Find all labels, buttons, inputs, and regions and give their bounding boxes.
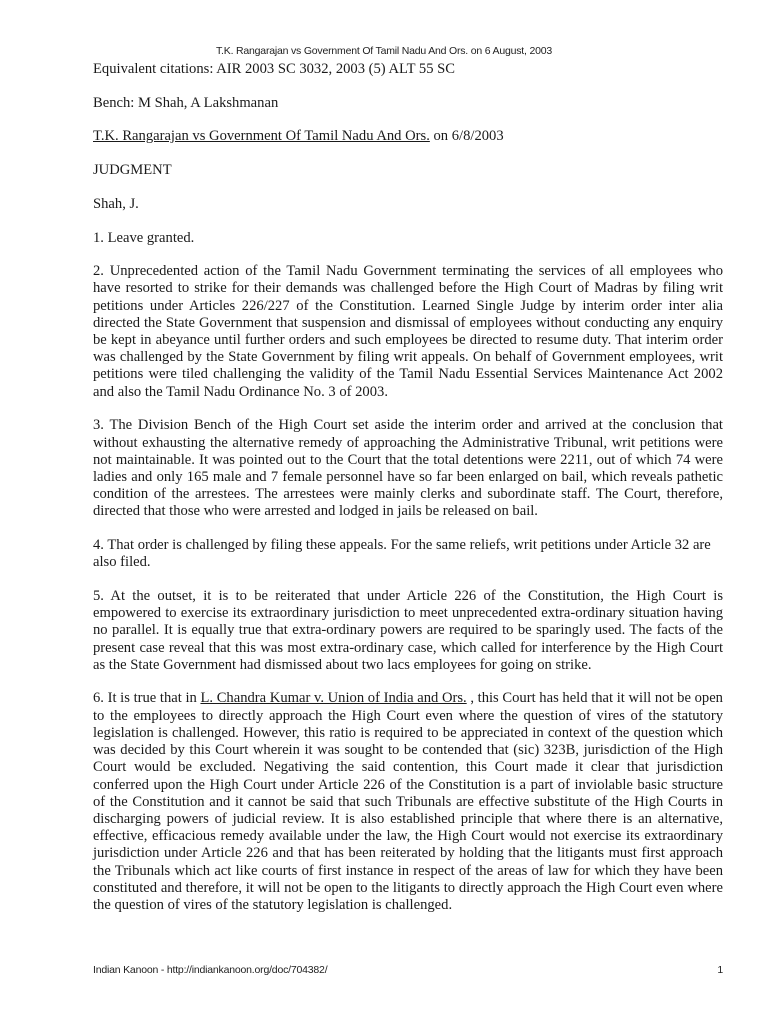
paragraph-6-prefix: 6. It is true that in: [93, 690, 201, 707]
running-footer: [93, 964, 723, 976]
case-date: on 6/8/2003: [429, 128, 504, 145]
paragraph-4: 4. That order is challenged by filing these appeals. For the same reliefs, writ petitions under Article 32 are also filed.: [93, 537, 711, 571]
case-title-line: [93, 128, 723, 145]
judgment-author: Shah, J.: [93, 195, 139, 212]
document-body: [93, 61, 723, 931]
paragraph-3: 3. The Division Bench of the High Court set aside the interim order and arrived at the conclusion that without exhausting the alternative remedy of approaching the Administrative Tribunal, writ petitions were not maintainable. It was pointed out to the Court that the total detentions were 2211, out of which 74 were ladies and only 165 male and 7 female personnel have so far been enlarged on bail, which reveals pathetic condition of the arrestees. The arrestees were mainly clerks and subordinate staff. The Court, therefore, directed that those who were arrested and lodged in jails be released on bail.: [93, 417, 723, 520]
footer-source: Indian Kanoon - http://indiankanoon.org/doc/704382/: [93, 964, 328, 976]
paragraph-2: 2. Unprecedented action of the Tamil Nadu Government terminating the services of all employees who have resorted to strike for their demands was challenged before the High Court of Madras by filing writ petitions under Articles 226/227 of the Constitution. Learned Single Judge by interim order inter alia directed the State Government that suspension and dismissal of employees without conducting any enquiry be kept in abeyance until further orders and such employees be directed to resume duty. That interim order was challenged by the State Government by filing writ appeals. On behalf of Government employees, writ petitions were tiled challenging the validity of the Tamil Nadu Essential Services Maintenance Act 2002 and also the Tamil Nadu Ordinance No. 3 of 2003.: [93, 263, 723, 400]
equivalent-citations: Equivalent citations: AIR 2003 SC 3032, 2003 (5) ALT 55 SC: [93, 61, 456, 77]
judgment-heading: JUDGMENT: [93, 162, 172, 179]
running-header: T.K. Rangarajan vs Government Of Tamil Nadu And Ors. on 6 August, 2003: [216, 45, 552, 57]
paragraph-6-text: , this Court has held that it will not be open to the employees to directly approach the High Court even where the question of vires of the statutory legislation is challenged. However, this ratio is required to be appreciated in context of the question which was decided by this Court wherein it was sought to be contended that (sic) 323B, jurisdiction of the High Court would be excluded. Negativing the said contention, this Court made it clear that jurisdiction conferred upon the High Court under Article 226 of the Constitution is a part of inviolable basic structure of the Constitution and it cannot be said that such Tribunals are effective substitute of the High Courts in discharging powers of judicial review. It is also established principle that where there is an alternative, effective, efficacious remedy available under the law, the High Court would not exercise its extraordinary jurisdiction under Article 226 and that has been reiterated by holding that the litigants must first approach the Tribunals which act like courts of first instance in respect of the areas of law for which they have been constituted and therefore, it will not be open to the litigants to directly approach the High Court even where the question of vires of the statutory legislation is challenged.: [93, 690, 723, 913]
bench: Bench: M Shah, A Lakshmanan: [93, 94, 279, 111]
paragraph-5: 5. At the outset, it is to be reiterated that under Article 226 of the Constitution, the High Court is empowered to exercise its extraordinary jurisdiction to meet unprecedented extra-ordinary situation having no parallel. It is equally true that extra-ordinary powers are required to be sparingly used. The facts of the present case reveal that this was most extra-ordinary case, which called for interference by the High Court as the State Government had dismissed about two lacs employees for going on strike.: [93, 587, 723, 673]
page-number: 1: [717, 964, 723, 976]
paragraph-1: 1. Leave granted.: [93, 229, 195, 246]
paragraph-6: [93, 690, 723, 914]
cited-case-link[interactable]: L. Chandra Kumar v. Union of India and Ors.: [200, 690, 467, 707]
case-title-link[interactable]: T.K. Rangarajan vs Government Of Tamil Nadu And Ors.: [93, 128, 430, 145]
